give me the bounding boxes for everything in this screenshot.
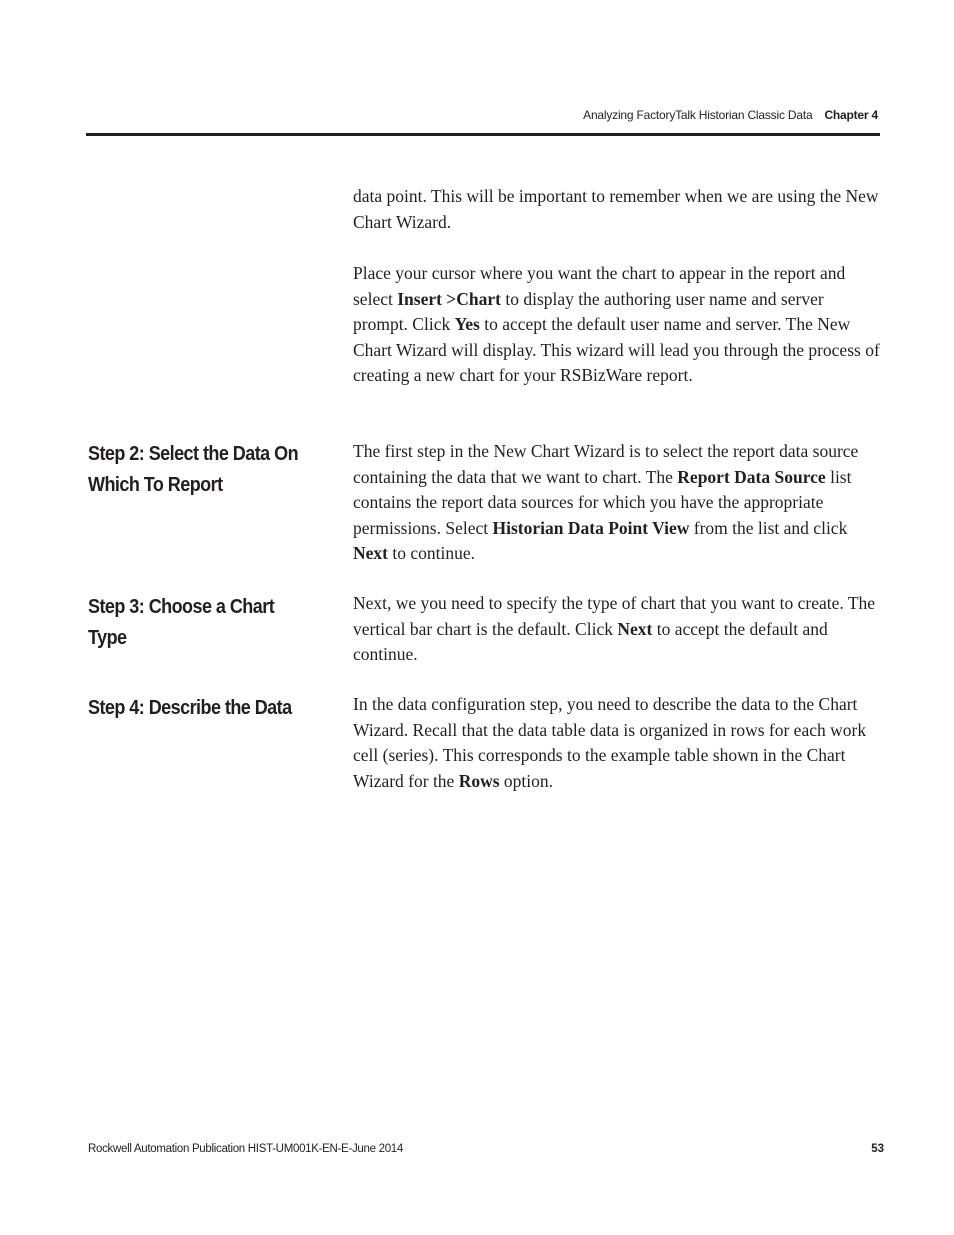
step4-heading: Step 4: Describe the Data (88, 697, 292, 719)
next-button-ref: Next (617, 618, 653, 639)
step3-heading: Step 3: Choose a Chart Type (88, 596, 275, 649)
step2-paragraph: The first step in the New Chart Wizard is to select the report data source containing the data that we want to chart. The Report Data Source list contains the report data sources for which you have the appropriate permissions. Select Historian Data Point View from the list and click Next to continue. (353, 441, 859, 563)
insert-chart-menu-ref: Insert >Chart (397, 288, 501, 309)
page-number: 53 (871, 1143, 884, 1155)
footer-publication: Rockwell Automation Publication HIST-UM001K-EN-E-June 2014 (88, 1143, 403, 1155)
rows-option-ref: Rows (458, 770, 500, 791)
header-chapter-label: Chapter 4 (824, 108, 878, 122)
running-header (583, 108, 878, 122)
intro-paragraph-2: Place your cursor where you want the chart to appear in the report and select Insert >Chart to display the authoring user name and server prompt. Click Yes to accept the default user name and server. The New Chart Wizard will display. This wizard will lead you through the process of creating a new chart for your RSBizWare report. (353, 263, 880, 385)
intro-paragraph-1: data point. This will be important to remember when we are using the New Chart Wizard. (353, 186, 879, 232)
yes-button-ref: Yes (454, 314, 480, 334)
header-rule (86, 133, 880, 136)
next-button-ref: Next (353, 543, 388, 563)
step3-paragraph: Next, we you need to specify the type of chart that you want to create. The vertical bar chart is the default. Click Next to accept the default and continue. (353, 593, 876, 664)
header-section-title: Analyzing FactoryTalk Historian Classic Data (583, 108, 813, 122)
step2-heading: Step 2: Select the Data On Which To Report (88, 443, 299, 496)
report-data-source-ref: Report Data Source (677, 466, 826, 487)
step4-paragraph: In the data configuration step, you need to describe the data to the Chart Wizard. Recall that the data table data is organized in rows for each work cell (series). This corresponds to the example table shown in the Chart Wizard for the Rows option. (353, 694, 867, 791)
historian-data-point-view-ref: Historian Data Point View (492, 517, 690, 538)
